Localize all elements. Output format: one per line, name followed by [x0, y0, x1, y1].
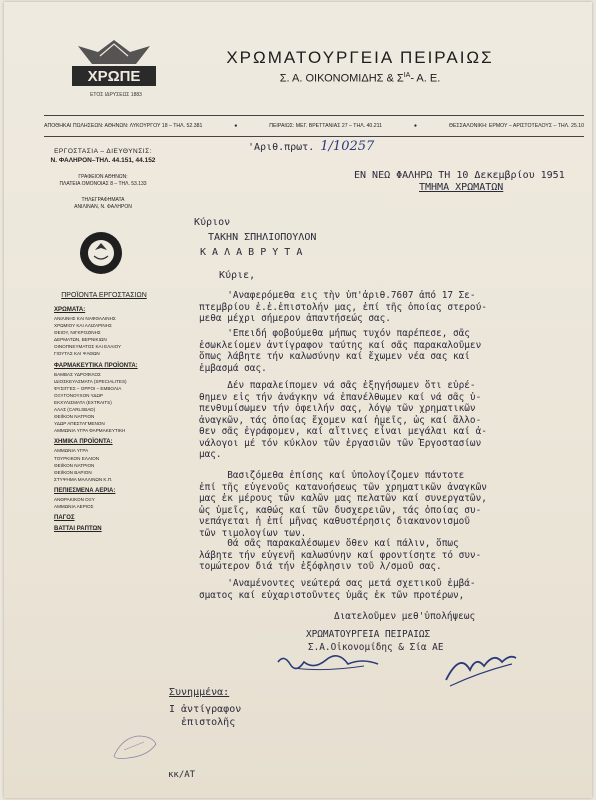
- recipient-title: Κύριον: [194, 217, 231, 228]
- salutation: Κύριε,: [219, 270, 256, 281]
- logo-text: ΧΡΩΠΕ: [87, 68, 141, 85]
- paragraph-4: Βασιζόμεθα ἐπίσης καί ὑπολογίζομεν πάντοτε ἐπί τῆς εὐγενοῦς κατανοήσεως τῶν χρηματικῶν ἀναγκῶν μας ἐκ μέρους τῶν καλῶν μας πελατῶν καί συνεργατῶν, ὡς ὑμεῖς, καθώς καί τῶν δυσχερειῶν, τάς ὁποίας συ- νεπάγεται ἡ ἐπί μῆνας καθυστέρησις διακανονισμοῦ τῶν τιμολογίων των.: [199, 470, 487, 539]
- bullet-icon: ●: [413, 123, 418, 129]
- signature-1: [274, 650, 384, 680]
- enclosures: [169, 686, 241, 729]
- enclosures-item: Ι ἀντίγραφον ἐπιστολῆς: [169, 704, 242, 728]
- protocol-number: 'Αριθ.πρωτ. 1/10257: [248, 139, 375, 154]
- paragraph-6: 'Αναμένοντες νεώτερά σας μετά σχετικοῦ ἐμβά- σματος καί εὐχαριστοῦντες ὑμᾶς ἐκ τῶν προτέρων,: [199, 578, 476, 601]
- address-bar: [44, 115, 584, 137]
- signatory-subtitle: Σ.Α.Οἰκονομίδης & Σία ΑΕ: [308, 642, 444, 653]
- recipient-city: Κ Α Λ Α Β Ρ Υ Τ Α: [200, 247, 303, 258]
- product-item: ΑΝΙΛΙΝΗΣ ΚΑΙ ΝΑΦΘΑΛΙΝΗΣ: [54, 316, 116, 321]
- logo-caption: ΕΤΟΣ ΙΔΡΥΣΕΩΣ 1883: [90, 92, 142, 98]
- product-category: ΒΑΤΤΑΙ ΡΑΠΤΩΝ: [54, 526, 102, 533]
- letter-date: ΕΝ ΝΕΩ ΦΑΛΗΡΩ ΤΗ 10 Δεκεμβρίου 1951: [354, 170, 565, 181]
- product-item: ΑΜΜΩΝΙΑ ΥΓΡΑ ΦΑΡΜΑΚΕΥΤΙΚΗ: [54, 428, 126, 434]
- paragraph-3: Δέν παραλείπομεν νά σᾶς ἐξηγήσωμεν ὅτι εὑρέ- θημεν εἰς τήν ἀνάγκην νά ἐπανέλθωμεν καί νά σᾶς ὑ- πενθυμίσωμεν τήν ὀφειλήν σας, λόγῳ τῶν χρηματικῶν ἀναγκῶν, τάς ὁποίας ἔχομεν καί ἡμεῖς, ὡς καί ἄλλο- θεν σᾶς ἐγράφομεν, καί αἵτινες εἶναι μεγάλαι καί ἀ- νάλογοι μέ τόν κύκλον τῶν ἐργασιῶν τῶν Ἐργοστασίων μας.: [199, 380, 487, 460]
- product-item: ΘΕΙΪΚΟΝ ΝΑΤΡΙΟΝ: [54, 414, 95, 420]
- recipient-block: [194, 215, 316, 260]
- address-piraeus: ΠΕΙΡΑΙΩΣ: ΜΕΓ. ΒΡΕΤΤΑΝΙΑΣ 27 – ΤΗΛ. 40.211: [269, 123, 383, 129]
- product-item: ΑΜΜΩΝΙΑ ΥΓΡΑ: [54, 448, 89, 454]
- product-item: ΑΝΘΡΑΚΙΚΟΝ ΟΞΥ: [54, 496, 95, 502]
- closing: Διατελοῦμεν μεθ'ὑπολήψεως: [334, 611, 476, 622]
- product-item: ΧΡΩΜΙΟΥ ΚΑΙ ΑΛΙΖΑΡΙΝΗΣ: [54, 323, 112, 329]
- product-item: ΘΕΙΪΚΟΝ ΝΑΤΡΙΟΝ: [54, 462, 95, 468]
- department: ΤΜΗΜΑ ΧΡΩΜΑΤΩΝ: [419, 182, 504, 193]
- products-list: ΠΡΟΪΟΝΤΑ ΕΡΓΟΣΤΑΣΙΩΝ ΧΡΩΜΑΤΑ: ΑΝΙΛΙΝΗΣ ΚΑΙ ΝΑΦΘΑΛΙΝΗΣ ΧΡΩΜΙΟΥ ΚΑΙ ΑΛΙΖΑΡΙΝΗΣ ΘΕΙΟΥ, ΝΙΓΚΡΟΖΙΝΗΣ ΔΕΡΜΑΤΩΝ, ΒΕΡΝΙΚΙΩΝ ΟΙΝΟΠΝΕΥΜΑΤΟΣ ΚΑΙ ΕΛΑΙΟΥ ΓΙΟΥΤΑΣ ΚΑΙ ΨΑΘΩΝ ΦΑΡΜΑΚΕΥΤΙΚΑ ΠΡΟΪΟΝΤΑ: ΒΑΜΒΑΣ ΥΔΡΟΦΙΛΟΣ ΙΔΙΟΣΚΕΥΑΣΜΑΤΑ (SPECIALITES) ΦΥΣΙΓΓΕΣ – ΟΡΡΟΙ – ΕΜΒΟΛΙΑ ΟΞΥΓΟΝΟΥΧΟΝ ΥΔΩΡ ΕΚΧΥΛΙΣΜΑΤΑ (EXTRAITS) ΑΛΑΣ (CARLSBAD) ΘΕΙΪΚΟΝ ΝΑΤΡΙΟΝ ΥΔΩΡ ΑΠΕΣΤΑΓΜΕΝΟΝ ΑΜΜΩΝΙΑ ΥΓΡΑ ΦΑΡΜΑΚΕΥΤΙΚΗ ΧΗΜΙΚΑ ΠΡΟΪΟΝΤΑ: ΑΜΜΩΝΙΑ ΥΓΡΑ ΤΟΥΡΚΙΚΟΝ ΕΛΑΙΟΝ ΘΕΙΪΚΟΝ ΝΑΤΡΙΟΝ ΘΕΙΪΚΟΝ ΒΑΡΙΟΝ ΣΤΥΨΗΜΑ ΜΑΛΛΙΝΩΝ Κ.Π. ΠΕΠΙΕΣΜΕΝΑ ΑΕΡΙΑ: ΑΝΘΡΑΚΙΚΟΝ ΟΞΥ ΑΜΜΩΝΙΑ ΑΕΡΙΟΣ ΠΑΓΟΣ ΒΑΤΤΑΙ ΡΑΠΤΩΝ: [54, 292, 154, 534]
- product-category: ΧΡΩΜΑΤΑ:: [54, 307, 86, 313]
- product-item: ΣΤΥΨΗΜΑ ΜΑΛΛΙΝΩΝ Κ.Π.: [54, 476, 113, 482]
- recipient-name: ΤΑΚΗΝ ΣΠΗΛΙΟΠΟΥΛΟΝ: [208, 232, 317, 243]
- company-subtitle: Σ. Α. ΟΙΚΟΝΟΜΙΔΗΣ & $\Sigma^{IA}-$ Α. Ε.: [279, 72, 441, 85]
- paragraph-5: Θά σᾶς παρακαλέσωμεν ὅθεν καί πάλιν, ὅπως λάβητε τήν εὐγενῆ καλωσύνην καί φροντίσητε τό συν- τομώτερον διά τήν ἐξόφλησιν τοῦ λ/σμοῦ σας.: [199, 538, 482, 572]
- product-item: ΘΕΙΟΥ, ΝΙΓΚΡΟΖΙΝΗΣ: [54, 330, 101, 336]
- product-item: ΦΥΣΙΓΓΕΣ – ΟΡΡΟΙ – ΕΜΒΟΛΙΑ: [54, 385, 122, 391]
- typist-initials: κκ/ΑΤ: [168, 770, 196, 780]
- signatory-company: ΧΡΩΜΑΤΟΥΡΓΕΙΑ ΠΕΙΡΑΙΩΣ: [306, 629, 431, 640]
- pencil-doodle: [104, 730, 164, 764]
- company-seal: [78, 230, 124, 276]
- product-item: ΙΔΙΟΣΚΕΥΑΣΜΑΤΑ (SPECIALITES): [54, 378, 127, 384]
- product-category: ΦΑΡΜΑΚΕΥΤΙΚΑ ΠΡΟΪΟΝΤΑ:: [54, 362, 138, 369]
- product-category: ΧΗΜΙΚΑ ΠΡΟΪΟΝΤΑ:: [54, 439, 113, 446]
- enclosures-title: Συνημμένα:: [169, 687, 230, 698]
- letter-page: [4, 2, 592, 798]
- company-logo: [70, 36, 158, 94]
- product-item: ΘΕΙΪΚΟΝ ΒΑΡΙΟΝ: [54, 469, 92, 475]
- product-item: ΑΜΜΩΝΙΑ ΑΕΡΙΟΣ: [54, 503, 94, 509]
- bullet-icon: ●: [234, 123, 238, 129]
- product-item: ΤΟΥΡΚΙΚΟΝ ΕΛΑΙΟΝ: [54, 455, 100, 461]
- product-item: ΔΕΡΜΑΤΩΝ, ΒΕΡΝΙΚΙΩΝ: [54, 337, 107, 343]
- product-category: ΠΑΓΟΣ: [54, 515, 75, 522]
- product-item: ΕΚΧΥΛΙΣΜΑΤΑ (EXTRAITS): [54, 399, 112, 405]
- product-item: ΑΛΑΣ (CARLSBAD): [54, 407, 96, 413]
- product-item: ΒΑΜΒΑΣ ΥΔΡΟΦΙΛΟΣ: [54, 371, 101, 377]
- product-item: ΟΞΥΓΟΝΟΥΧΟΝ ΥΔΩΡ: [54, 392, 103, 398]
- company-name: ΧΡΩΜΑΤΟΥΡΓΕΙΑ ΠΕΙΡΑΙΩΣ: [226, 48, 494, 67]
- product-category: ΠΕΠΙΕΣΜΕΝΑ ΑΕΡΙΑ:: [54, 487, 116, 494]
- address-athens: ΑΠΟΘΗΚΑΙ ΠΩΛΗΣΕΩΝ: ΑΘΗΝΩΝ: ΛΥΚΟΥΡΓΟΥ 18 – ΤΗΛ. 52.381: [44, 123, 203, 129]
- paragraph-1: 'Αναφερόμεθα εις τὴν ὑπ'ἀριθ.7607 ἀπό 17 Σε- πτεμβρίου ἐ.ἐ.ἐπιστολήν μας, ἐπί τῆς ὁποίας στερού- μεθα μέχρι σήμερον ἀπαντήσεώς σας.: [199, 290, 487, 324]
- paragraph-2: 'Επειδή φοβούμεθα μήπως τυχόν παρέπεσε, σᾶς ἐσωκλείομεν ἀντίγραφον ταύτης καί σᾶς παρακαλοῦμεν ὅπως λάβητε τήν καλωσύνην καί ἔχωμεν νέα σας καί ἐμβασμά σας.: [199, 328, 482, 374]
- product-item: ΟΙΝΟΠΝΕΥΜΑΤΟΣ ΚΑΙ ΕΛΑΙΟΥ: [54, 344, 122, 350]
- signature-2: [440, 642, 520, 692]
- product-item: ΓΙΟΥΤΑΣ ΚΑΙ ΨΑΘΩΝ: [54, 351, 100, 357]
- factory-info: ΕΡΓΟΣΤΑΣΙΑ – ΔΙΕΥΘΥΝΣΙΣ: Ν. ΦΑΛΗΡΟΝ–ΤΗΛ. 44.151, 44.152 ΓΡΑΦΕΙΟΝ ΑΘΗΝΩΝ: ΠΛΑΤΕΙΑ ΟΜΟΝΟΙΑΣ 8 – ΤΗΛ. 53.133 ΤΗΛΕΓΡΑΦΗΜΑΤΑ ΑΝΙΛΙΝΑΝ, Ν. ΦΑΛΗΡΟΝ: [50, 148, 156, 210]
- product-item: ΥΔΩΡ ΑΠΕΣΤΑΓΜΕΝΟΝ: [54, 421, 105, 427]
- address-thessaloniki: ΘΕΣΣΑΛΟΝΙΚΗ: ΕΡΜΟΥ – ΑΡΙΣΤΟΤΕΛΟΥΣ – ΤΗΛ. 25.10: [448, 123, 584, 129]
